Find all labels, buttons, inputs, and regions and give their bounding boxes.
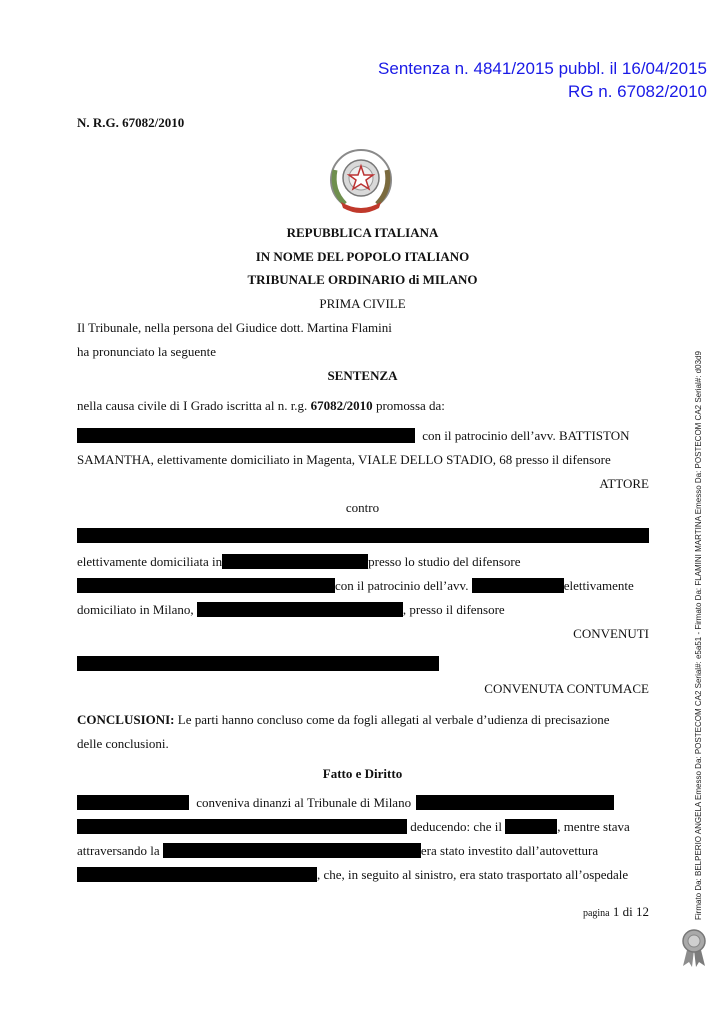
attore-label: ATTORE: [599, 476, 649, 491]
conclusioni-line-1: [77, 712, 609, 728]
page-of: di 12: [622, 904, 649, 919]
causa-post: promossa da:: [372, 398, 445, 413]
convenuti-line-2: [77, 578, 634, 594]
rg-stamp: RG n. 67082/2010: [568, 82, 707, 101]
causa-pre: nella causa civile di I Grado iscritta al n. r.g.: [77, 398, 311, 413]
redaction-block: [77, 819, 407, 834]
page-current: 1: [612, 904, 620, 919]
contumace-label: CONVENUTA CONTUMACE: [484, 681, 649, 696]
intro-giudice: Il Tribunale, nella persona del Giudice dott. Martina Flamini: [77, 320, 392, 335]
redaction-block: [77, 656, 439, 671]
redaction-block: [163, 843, 421, 858]
conclusioni-text-1: Le parti hanno concluso come da fogli allegati al verbale d’udienza di precisazione: [174, 712, 610, 727]
convenuti-l2-post: elettivamente: [563, 578, 634, 593]
sentenza-stamp: Sentenza n. 4841/2015 pubbl. il 16/04/2015: [378, 59, 707, 78]
redaction-block: [77, 528, 649, 543]
attore-domicilio: SAMANTHA, elettivamente domiciliato in Magenta, VIALE DELLO STADIO, 68 presso il difensore: [77, 452, 611, 467]
digital-signature-text: Firmato Da: BELPERIO ANGELA Emesso Da: POSTECOM CA2 Serial#: e5a51 - Firmato Da: FLAMINI MARTINA Emesso Da: POSTECOM CA2 Serial#: d03d9: [694, 351, 703, 920]
redaction-block: [197, 602, 403, 617]
page-number: [583, 904, 649, 920]
fatto-l4-post: , che, in seguito al sinistro, era stato trasportato all’ospedale: [317, 867, 629, 882]
redaction-block: [222, 554, 368, 569]
nrg-number: N. R.G. 67082/2010: [77, 115, 185, 130]
convenuti-line-1: [77, 554, 521, 570]
fatto-l3-post: era stato investito dall’autovettura: [420, 843, 599, 858]
title-tribunale: TRIBUNALE ORDINARIO di MILANO: [247, 272, 478, 287]
convenuti-l3-pre: domiciliato in Milano,: [77, 602, 194, 617]
repubblica-italiana-emblem-icon: [327, 140, 395, 214]
convenuti-l2-mid: con il patrocinio dell’avv.: [335, 578, 469, 593]
fatto-l1-mid: conveniva dinanzi al Tribunale di Milano: [196, 795, 412, 810]
fatto-line-1: [77, 795, 649, 811]
fatto-l3-pre: attraversando la: [77, 843, 160, 858]
redaction-block: [416, 795, 614, 810]
redaction-block: [77, 867, 317, 882]
convenuti-line-3: [77, 602, 505, 618]
fatto-l2-end: , mentre stava: [557, 819, 630, 834]
convenuti-l3-post: , presso il difensore: [402, 602, 505, 617]
fatto-line-3: [77, 843, 649, 859]
fatto-line-4: [77, 867, 649, 883]
contumace-redacted-line: [77, 656, 439, 672]
title-repubblica: REPUBBLICA ITALIANA: [286, 225, 439, 240]
contro-label: contro: [345, 500, 380, 515]
page-word: pagina: [582, 908, 610, 919]
causa-number: 67082/2010: [310, 398, 373, 413]
attore-line: [77, 428, 630, 444]
redaction-block: [77, 578, 335, 593]
signature-seal-icon: [679, 928, 709, 968]
attore-patrocinio: con il patrocinio dell’avv. BATTISTON: [422, 428, 630, 443]
redaction-block: [472, 578, 564, 593]
conclusioni-heading: CONCLUSIONI:: [77, 712, 175, 727]
convenuti-label: CONVENUTI: [573, 626, 649, 641]
title-in-nome: IN NOME DEL POPOLO ITALIANO: [255, 249, 470, 264]
fatto-l2-post: deducendo: che il: [407, 819, 506, 834]
sentenza-heading: SENTENZA: [327, 368, 398, 383]
redaction-block: [77, 428, 415, 443]
title-sezione: PRIMA CIVILE: [319, 296, 406, 311]
conclusioni-line-2: delle conclusioni.: [77, 736, 169, 751]
convenuti-l1-post: presso lo studio del difensore: [368, 554, 521, 569]
redaction-block: [77, 795, 189, 810]
convenuti-redacted-line: [77, 528, 649, 544]
fatto-line-2: [77, 819, 649, 835]
redaction-block: [505, 819, 557, 834]
convenuti-l1-pre: elettivamente domiciliata in: [77, 554, 223, 569]
causa-line: [77, 398, 445, 414]
intro-pronunciato: ha pronunciato la seguente: [77, 344, 216, 359]
fatto-heading: Fatto e Diritto: [322, 766, 403, 781]
